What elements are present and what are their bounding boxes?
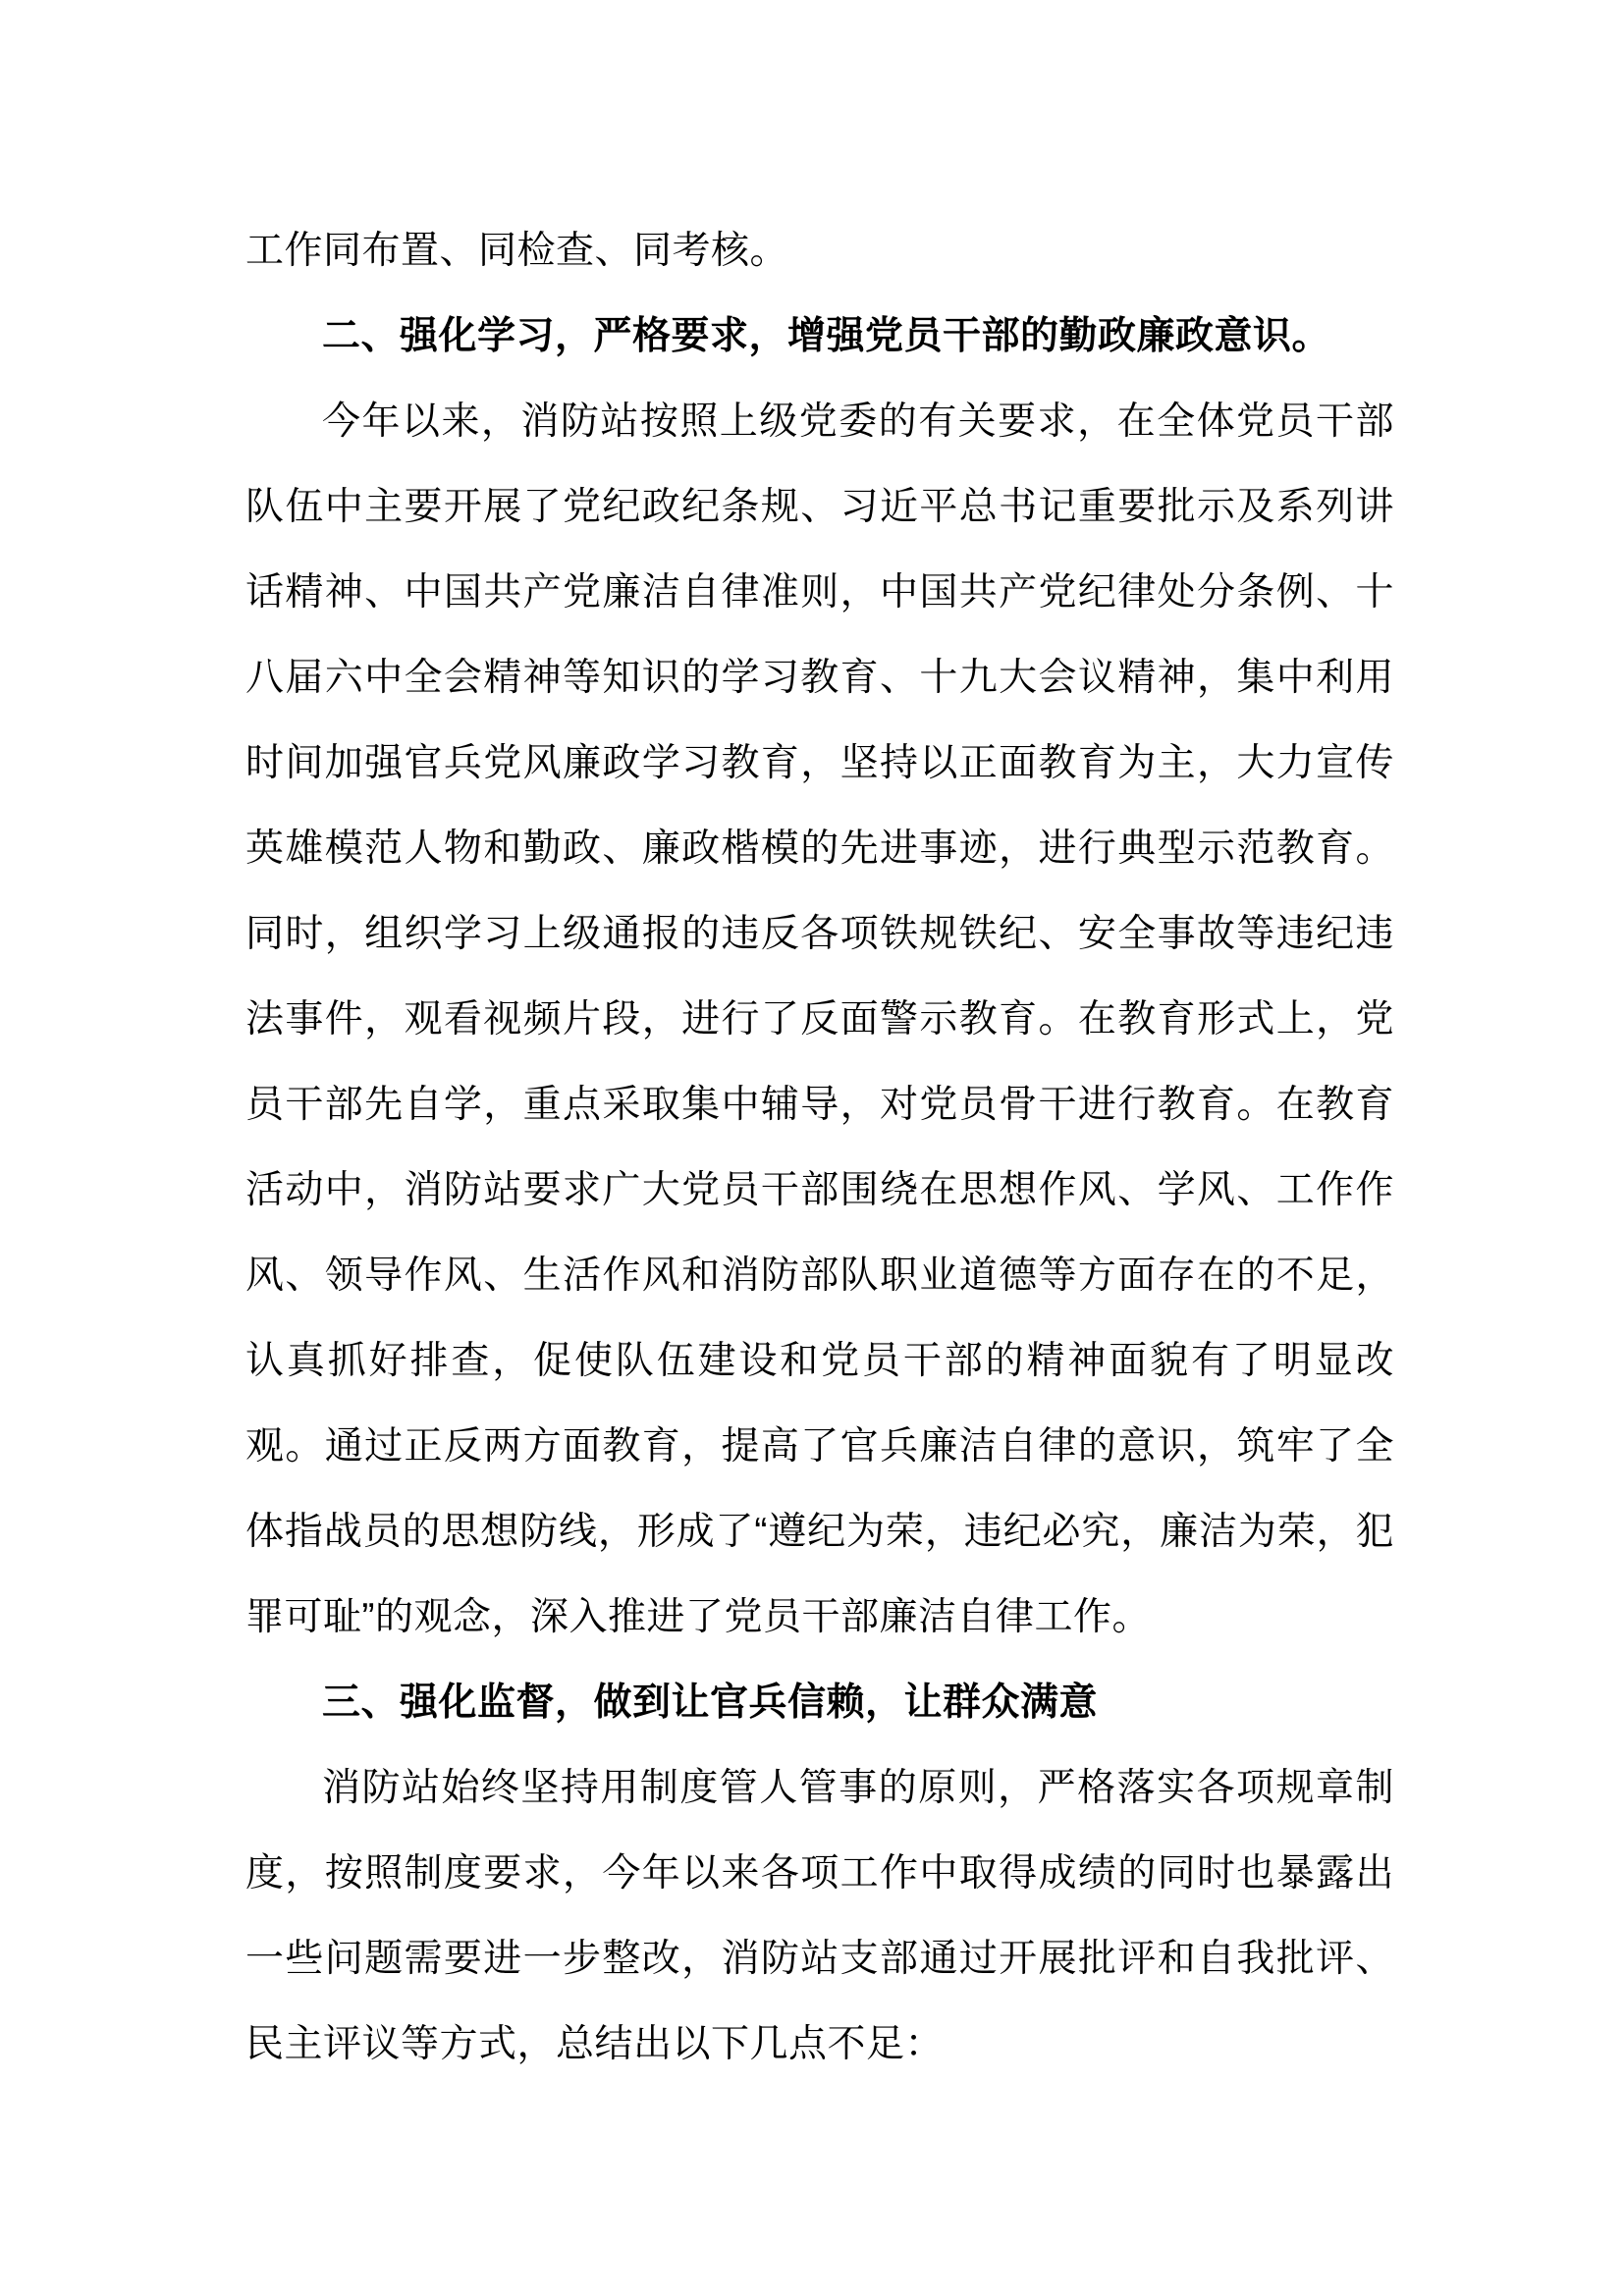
document-body	[245, 208, 1394, 2087]
paragraph: 今年以来，消防站按照上级党委的有关要求，在全体党员干部队伍中主要开展了党纪政纪条规、习近平总书记重要批示及系列讲话精神、中国共产党廉洁自律准则，中国共产党纪律处分条例、十八届六中全会精神等知识的学习教育、十九大会议精神，集中利用时间加强官兵党风廉政学习教育，坚持以正面教育为主，大力宣传英雄模范人物和勤政、廉政楷模的先进事迹，进行典型示范教育。同时，组织学习上级通报的违反各项铁规铁纪、安全事故等违纪违法事件，观看视频片段，进行了反面警示教育。在教育形式上，党员干部先自学，重点采取集中辅导，对党员骨干进行教育。在教育活动中，消防站要求广大党员干部围绕在思想作风、学风、工作作风、领导作风、生活作风和消防部队职业道德等方面存在的不足，认真抓好排查，促使队伍建设和党员干部的精神面貌有了明显改观。通过正反两方面教育，提高了官兵廉洁自律的意识，筑牢了全体指战员的思想防线，形成了“遵纪为荣，违纪必究，廉洁为荣，犯罪可耻”的观念，深入推进了党员干部廉洁自律工作。	[245, 400, 1394, 1638]
section-heading: 三、强化监督，做到让官兵信赖，让群众满意	[322, 1682, 1099, 1724]
paragraph: 工作同布置、同检查、同考核。	[245, 230, 789, 272]
paragraph: 消防站始终坚持用制度管人管事的原则，严格落实各项规章制度，按照制度要求，今年以来各项工作中取得成绩的同时也暴露出一些问题需要进一步整改，消防站支部通过开展批评和自我批评、民主评议等方式，总结出以下几点不足：	[245, 1767, 1394, 2065]
section-heading: 二、强化学习，严格要求，增强党员干部的勤政廉政意识。	[322, 315, 1331, 357]
